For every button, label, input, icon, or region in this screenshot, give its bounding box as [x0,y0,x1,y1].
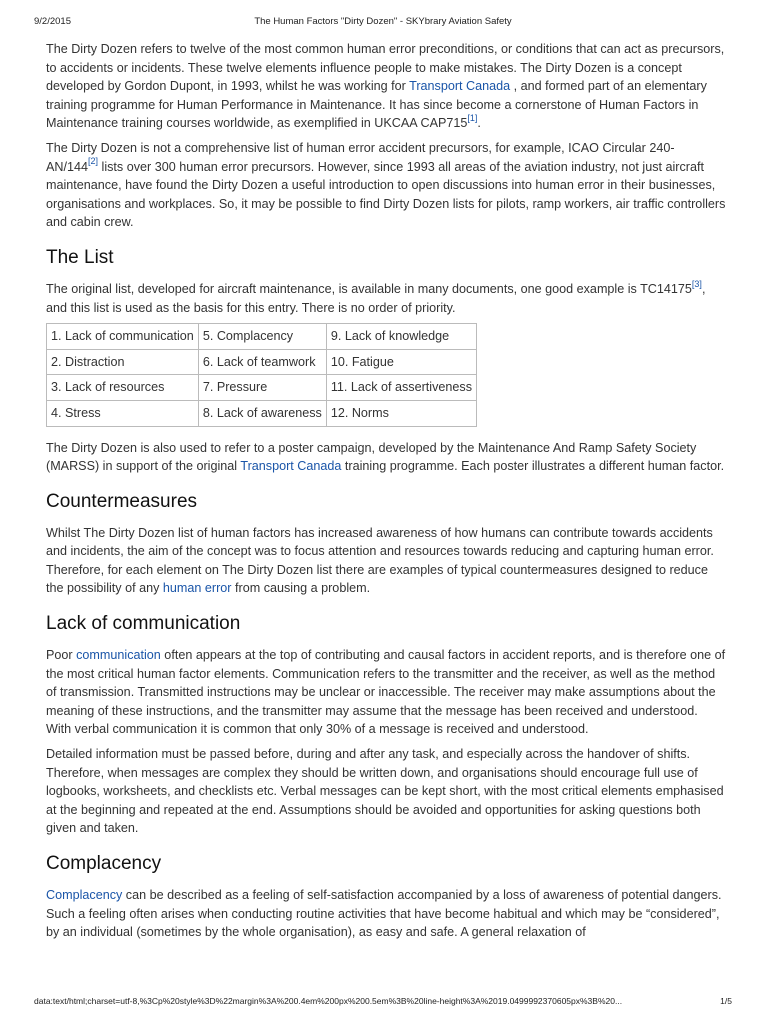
table-row [47,400,477,426]
page-number: 1/5 [720,996,732,1006]
table-cell: 8. Lack of awareness [198,400,326,426]
heading-countermeasures: Countermeasures [46,490,198,512]
table-row [47,349,477,375]
table-cell: 5. Complacency [198,324,326,350]
table-cell: 7. Pressure [198,375,326,401]
reference-2-link[interactable]: [2] [88,156,99,167]
list-paragraph-1 [46,280,726,317]
dirty-dozen-table [46,323,477,426]
communication-text: Poor [46,648,77,663]
intro-paragraph-1 [46,40,726,133]
reference-2 [88,156,98,166]
print-footer [34,996,732,1008]
list-text: The Dirty Dozen is also used to refer to a poster campaign, developed by the Maintenance And Ramp Safety Society (MARSS) in support of the original [46,440,697,474]
list-text: , and this list is used as the basis for this entry. There is no order of priority. [46,281,706,315]
intro-text: lists over 300 human error precursors. However, since 1993 all areas of the aviation industry, not just aircraft maintenance, have found the Dirty Dozen a useful introduction to open discussions into human error in their businesses, organisations and workplaces. So, it may be possible to find Dirty Dozen lists for pilots, ramp workers, air traffic controllers and cabin crew. [46,159,726,230]
article-body [46,40,726,948]
complacency-link[interactable]: Complacency [46,888,123,902]
intro-text: The Dirty Dozen refers to twelve of the most common human error preconditions, or conditions that can act as precursors, to accidents or incidents. These twelve elements influence people to make mistakes. The Dirty Dozen is a concept developed by Gordon Dupont, in 1993, whilst he was working for [46,42,725,94]
list-paragraph-2 [46,439,726,476]
heading-lack-of-communication: Lack of communication [46,613,241,635]
communication-paragraph-1 [46,646,726,739]
table-cell: 2. Distraction [47,349,199,375]
list-text: training programme. Each poster illustrates a different human factor. [341,459,725,474]
complacency-paragraph [46,886,726,942]
communication-paragraph-2: Detailed information must be passed before, during and after any task, and especially across the handover of shifts. Therefore, when messages are complex they should be written down, and organisations should encourage full use of logbooks, worksheets, and checklists etc. Verbal messages can be kept short, with the most critical elements emphasised at the beginning and repeated at the end. Assumptions should be avoided and opportunities for asking questions both given and taken. [46,747,724,836]
transport-canada-link[interactable]: Transport Canada [240,459,342,474]
complacency-text: can be described as a feeling of self-satisfaction accompanied by a loss of awareness of potential dangers. Such a feeling often arises when conducting routine activities that have become habitual and which may be “considered”, by an individual (sometimes by the whole organisation), as easy and safe. A general relaxation of [46,888,722,940]
table-cell: 10. Fatigue [326,349,476,375]
intro-text: . [477,116,481,131]
reference-1 [467,113,477,123]
table-cell: 11. Lack of assertiveness [326,375,476,401]
print-header [34,16,732,30]
transport-canada-link[interactable]: Transport Canada [409,79,511,94]
intro-paragraph-2 [46,139,726,232]
print-page-title: The Human Factors "Dirty Dozen" - SKYbrary Aviation Safety [254,16,512,27]
reference-3 [692,279,702,289]
table-cell: 12. Norms [326,400,476,426]
countermeasures-paragraph [46,524,726,598]
print-date: 9/2/2015 [34,16,71,27]
table-row [47,324,477,350]
human-error-link[interactable]: human error [162,581,232,596]
table-cell: 1. Lack of communication [47,324,199,350]
communication-link[interactable]: communication [76,648,161,663]
list-text: The original list, developed for aircraft maintenance, is available in many documents, one good example is TC14175 [46,281,692,296]
table-row [47,375,477,401]
print-url: data:text/html;charset=utf-8,%3Cp%20style%3D%22margin%3A%200.4em%200px%200.5em%3B%20line-height%3A%2019.0499992370605px%3B%20... [34,996,623,1006]
heading-the-list: The List [46,246,114,268]
countermeasures-text: Whilst The Dirty Dozen list of human factors has increased awareness of how humans can contribute towards accidents and incidents, the aim of the concept was to focus attention and resources towards reducing and capturing human error. Therefore, for each element on The Dirty Dozen list there are examples of typical countermeasures designed to reduce the possibility of any [46,525,714,596]
intro-text: The Dirty Dozen is not a comprehensive list of human error accident precursors, for example, ICAO Circular 240-AN/144 [46,140,675,174]
reference-3-link[interactable]: [3] [691,278,702,289]
reference-1-link[interactable]: [1] [467,113,478,124]
table-cell: 4. Stress [47,400,199,426]
communication-text: often appears at the top of contributing and causal factors in accident reports, and is therefore one of the most critical human factor elements. Communication refers to the transmitter and the receiver, as well as the method of transmission. Transmitted instructions may be unclear or inaccessible. The receiver may make assumptions about the meaning of these instructions, and the transmitter may assume that the message has been received and understood. With verbal communication it is common that only 30% of a message is received and understood. [46,648,726,737]
intro-text: , and formed part of an elementary training programme for Human Performance in Maintenance. It has since become a cornerstone of Human Factors in Maintenance training courses worldwide, as exemplified in UKCAA CAP715 [46,79,707,131]
heading-complacency: Complacency [46,853,162,874]
countermeasures-text: from causing a problem. [231,581,371,596]
table-cell: 6. Lack of teamwork [198,349,326,375]
table-cell: 3. Lack of resources [47,375,199,401]
table-cell: 9. Lack of knowledge [326,324,476,350]
